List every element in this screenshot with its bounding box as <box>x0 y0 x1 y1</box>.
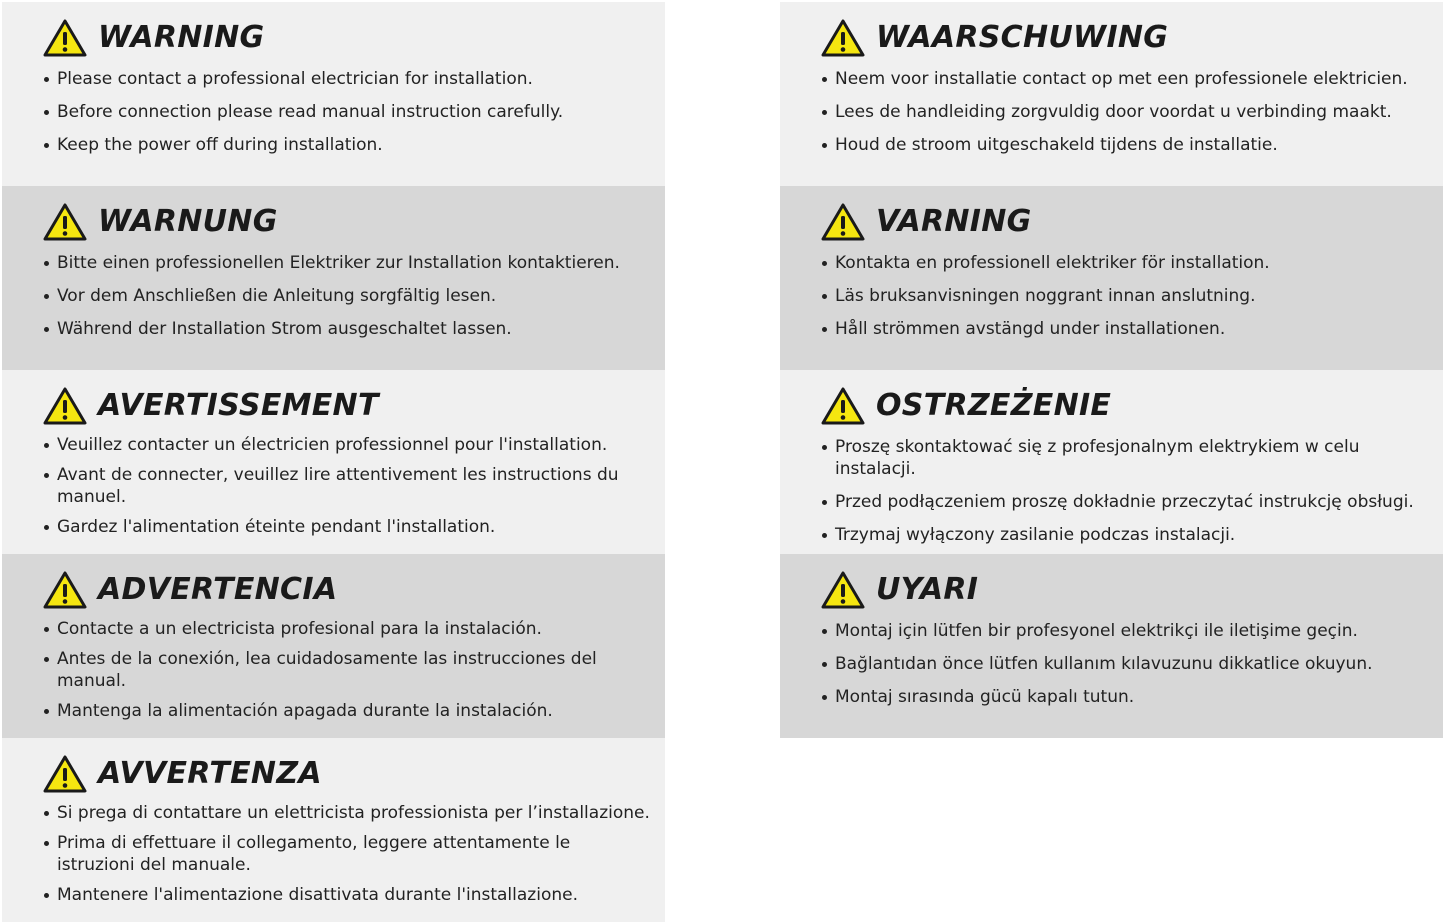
bullet-list <box>820 252 1443 340</box>
panel-title: OSTRZEŻENIE <box>876 388 1112 423</box>
list-item: Läs bruksanvisningen noggrant innan anslutning. <box>820 285 1443 307</box>
left-column <box>2 2 665 922</box>
list-item: Przed podłączeniem proszę dokładnie przeczytać instrukcję obsługi. <box>820 491 1443 513</box>
bullet-list <box>820 620 1443 708</box>
list-item: Neem voor installatie contact op met een professionele elektricien. <box>820 68 1443 90</box>
bullet-list <box>42 434 665 538</box>
panel-header <box>42 386 665 426</box>
warning-panel-fr <box>2 370 665 554</box>
list-item: Mantenere l'alimentazione disattivata durante l'installazione. <box>42 884 665 906</box>
panel-header <box>820 18 1443 58</box>
bullet-list <box>42 68 665 156</box>
warning-panel-en <box>2 2 665 186</box>
list-item: Während der Installation Strom ausgeschaltet lassen. <box>42 318 665 340</box>
list-item: Montaj sırasında gücü kapalı tutun. <box>820 686 1443 708</box>
list-item: Mantenga la alimentación apagada durante la instalación. <box>42 700 665 722</box>
list-item: Veuillez contacter un électricien professionnel pour l'installation. <box>42 434 665 456</box>
warning-panel-it <box>2 738 665 922</box>
list-item: Proszę skontaktować się z profesjonalnym elektrykiem w celu instalacji. <box>820 436 1443 480</box>
warning-panel-tr <box>780 554 1443 738</box>
panel-header <box>820 386 1443 426</box>
bullet-list <box>42 802 665 906</box>
panel-header <box>820 202 1443 242</box>
warning-triangle-icon <box>820 18 866 58</box>
panel-title: AVVERTENZA <box>98 756 322 791</box>
panel-title: UYARI <box>876 572 979 607</box>
list-item: Before connection please read manual instruction carefully. <box>42 101 665 123</box>
list-item: Vor dem Anschließen die Anleitung sorgfältig lesen. <box>42 285 665 307</box>
bullet-list <box>820 436 1443 546</box>
warning-triangle-icon <box>42 570 88 610</box>
list-item: Kontakta en professionell elektriker för installation. <box>820 252 1443 274</box>
panel-header <box>42 202 665 242</box>
list-item: Montaj için lütfen bir profesyonel elektrikçi ile iletişime geçin. <box>820 620 1443 642</box>
list-item: Bitte einen professionellen Elektriker zur Installation kontaktieren. <box>42 252 665 274</box>
right-column <box>780 2 1443 738</box>
panel-title: WARNING <box>98 20 265 55</box>
panel-title: WARNUNG <box>98 204 278 239</box>
list-item: Contacte a un electricista profesional para la instalación. <box>42 618 665 640</box>
warning-triangle-icon <box>42 754 88 794</box>
panel-title: ADVERTENCIA <box>98 572 338 607</box>
list-item: Lees de handleiding zorgvuldig door voordat u verbinding maakt. <box>820 101 1443 123</box>
warning-triangle-icon <box>820 386 866 426</box>
panel-title: VARNING <box>876 204 1032 239</box>
list-item: Houd de stroom uitgeschakeld tijdens de installatie. <box>820 134 1443 156</box>
warning-triangle-icon <box>820 202 866 242</box>
panel-header <box>42 18 665 58</box>
warning-triangle-icon <box>42 202 88 242</box>
warning-triangle-icon <box>42 386 88 426</box>
warning-panel-sv <box>780 186 1443 370</box>
list-item: Avant de connecter, veuillez lire attentivement les instructions du manuel. <box>42 464 665 508</box>
warning-triangle-icon <box>42 18 88 58</box>
list-item: Please contact a professional electrician for installation. <box>42 68 665 90</box>
list-item: Bağlantıdan önce lütfen kullanım kılavuzunu dikkatlice okuyun. <box>820 653 1443 675</box>
panel-title: AVERTISSEMENT <box>98 388 379 423</box>
bullet-list <box>820 68 1443 156</box>
warning-panel-nl <box>780 2 1443 186</box>
bullet-list <box>42 252 665 340</box>
list-item: Keep the power off during installation. <box>42 134 665 156</box>
warning-panel-pl <box>780 370 1443 554</box>
panel-header <box>42 570 665 610</box>
list-item: Trzymaj wyłączony zasilanie podczas instalacji. <box>820 524 1443 546</box>
list-item: Gardez l'alimentation éteinte pendant l'installation. <box>42 516 665 538</box>
list-item: Prima di effettuare il collegamento, leggere attentamente le istruzioni del manuale. <box>42 832 665 876</box>
panel-header <box>820 570 1443 610</box>
warning-panel-es <box>2 554 665 738</box>
list-item: Antes de la conexión, lea cuidadosamente las instrucciones del manual. <box>42 648 665 692</box>
panel-header <box>42 754 665 794</box>
warning-triangle-icon <box>820 570 866 610</box>
bullet-list <box>42 618 665 722</box>
warning-panel-de <box>2 186 665 370</box>
list-item: Si prega di contattare un elettricista professionista per l’installazione. <box>42 802 665 824</box>
panel-title: WAARSCHUWING <box>876 20 1169 55</box>
list-item: Håll strömmen avstängd under installationen. <box>820 318 1443 340</box>
